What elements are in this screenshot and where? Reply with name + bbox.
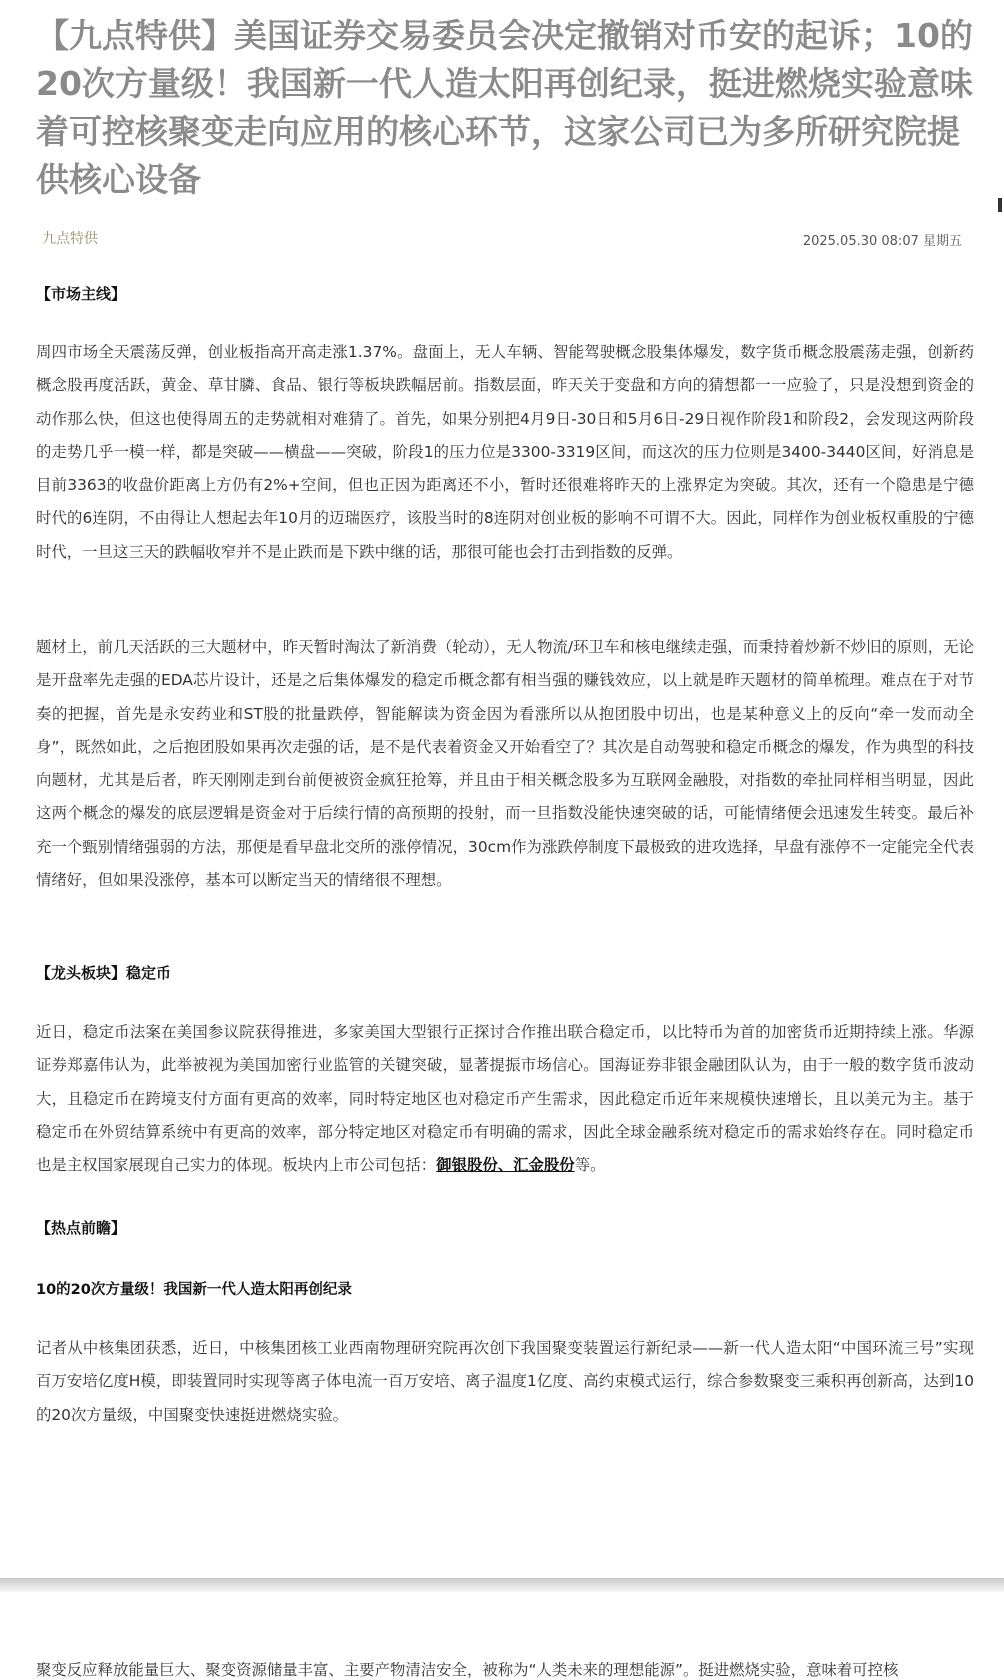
article-date: 2025.05.30 08:07 星期五 [802,234,962,249]
section-heading-market: 【市场主线】 [36,285,127,303]
section-heading-leader: 【龙头板块】稳定币 [36,964,172,982]
next-page-text: 聚变反应释放能量巨大、聚变资源储量丰富、主要产物清洁安全，被称为“人类未来的理想能源”。挺进燃烧实验，意味着可控核 [36,1661,899,1679]
scrollbar-thumb[interactable] [998,198,1002,212]
leader-text: 近日，稳定币法案在美国参议院获得推进，多家美国大型银行正探讨合作推出联合稳定币，以比特币为首的加密货币近期持续上涨。华源证券郑嘉伟认为，此举被视为美国加密行业监管的关键突破，显著提振市场信心。国海证券非银金融团队认为，由于一般的数字货币波动大，且稳定币在跨境支付方面有更高的效率，同时特定地区也对稳定币产生需求，因此稳定币近年来规模快速增长，且以美元为主。基于稳定币在外贸结算系统中有更高的效率，部分特定地区对稳定币有明确的需求，因此全球金融系统对稳定币的需求始终存在。同时稳定币也是主权国家展现自己实力的体现。板块内上市公司包括： [36,1023,974,1175]
hot-paragraph: 记者从中核集团获悉，近日，中核集团核工业西南物理研究院再次创下我国聚变装置运行新纪录——新一代人造太阳“中国环流三号”实现百万安培亿度H模，即装置同时实现等离子体电流一百万安培、离子温度1亿度、高约束模式运行，综合参数聚变三乘积再创新高，达到10的20次方量级，中国聚变快速挺进燃烧实验。 [36,1339,974,1424]
page-divider [0,1578,1004,1592]
next-page-preview [0,1592,1004,1680]
section-heading-hot: 【热点前瞻】 [36,1219,127,1237]
article-title: 【九点特供】美国证券交易委员会决定撤销对币安的起诉；10的20次方量级！我国新一代人造太阳再创纪录，挺进燃烧实验意味着可控核聚变走向应用的核心环节，这家公司已为多所研究院提供核心设备 [36,16,973,199]
hot-subheading: 10的20次方量级！我国新一代人造太阳再创纪录 [36,1282,352,1298]
market-paragraph-2: 题材上，前几天活跃的三大题材中，昨天暂时淘汰了新消费（轮动），无人物流/环卫车和核电继续走强，而秉持着炒新不炒旧的原则，无论是开盘率先走强的EDA芯片设计，还是之后集体爆发的稳定币概念都有相当强的赚钱效应，以上就是昨天题材的简单梳理。难点在于对节奏的把握，首先是永安药业和ST股的批量跌停，智能解读为资金因为看涨所以从抱团股中切出，也是某种意义上的反向“牵一发而动全身”，既然如此，之后抱团股如果再次走强的话，是不是代表着资金又开始看空了？其次是自动驾驶和稳定币概念的爆发，作为典型的科技向题材，尤其是后者，昨天刚刚走到台前便被资金疯狂抢筹，并且由于相关概念股多为互联网金融股，对指数的牵扯同样相当明显，因此这两个概念的爆发的底层逻辑是资金对于后续行情的高预期的投射，而一旦指数没能快速突破的话，可能情绪便会迅速发生转变。最后补充一个甄别情绪强弱的方法，那便是看早盘北交所的涨停情况，30cm作为涨跌停制度下最极致的进攻选择，早盘有涨停不一定能完全代表情绪好，但如果没涨停，基本可以断定当天的情绪很不理想。 [36,638,974,890]
market-paragraph-1: 周四市场全天震荡反弹，创业板指高开高走涨1.37%。盘面上，无人车辆、智能驾驶概念股集体爆发，数字货币概念股震荡走强，创新药概念股再度活跃，黄金、草甘膦、食品、银行等板块跌幅居前。指数层面，昨天关于变盘和方向的猜想都一一应验了，只是没想到资金的动作那么快，但这也使得周五的走势就相对难猜了。首先，如果分别把4月9日-30日和5月6日-29日视作阶段1和阶段2，会发现这两阶段的走势几乎一模一样，都是突破——横盘——突破，阶段1的压力位是3300-3319区间，而这次的压力位则是3400-3440区间，好消息是目前3363的收盘价距离上方仍有2%+空间，但也正因为距离还不小，暂时还很难将昨天的上涨界定为突破。其次，还有一个隐患是宁德时代的6连阴，不由得让人想起去年10月的迈瑞医疗，该股当时的8连阴对创业板的影响不可谓不大。因此，同样作为创业板权重股的宁德时代，一旦这三天的跌幅收窄并不是止跌而是下跌中继的话，那很可能也会打击到指数的反弹。 [36,343,974,561]
leader-tail: 等。 [574,1156,606,1175]
article-meta [42,224,962,252]
leader-paragraph [36,1016,974,1182]
stock-links[interactable]: 御银股份、汇金股份 [436,1156,575,1175]
article-source[interactable]: 九点特供 [42,231,98,247]
